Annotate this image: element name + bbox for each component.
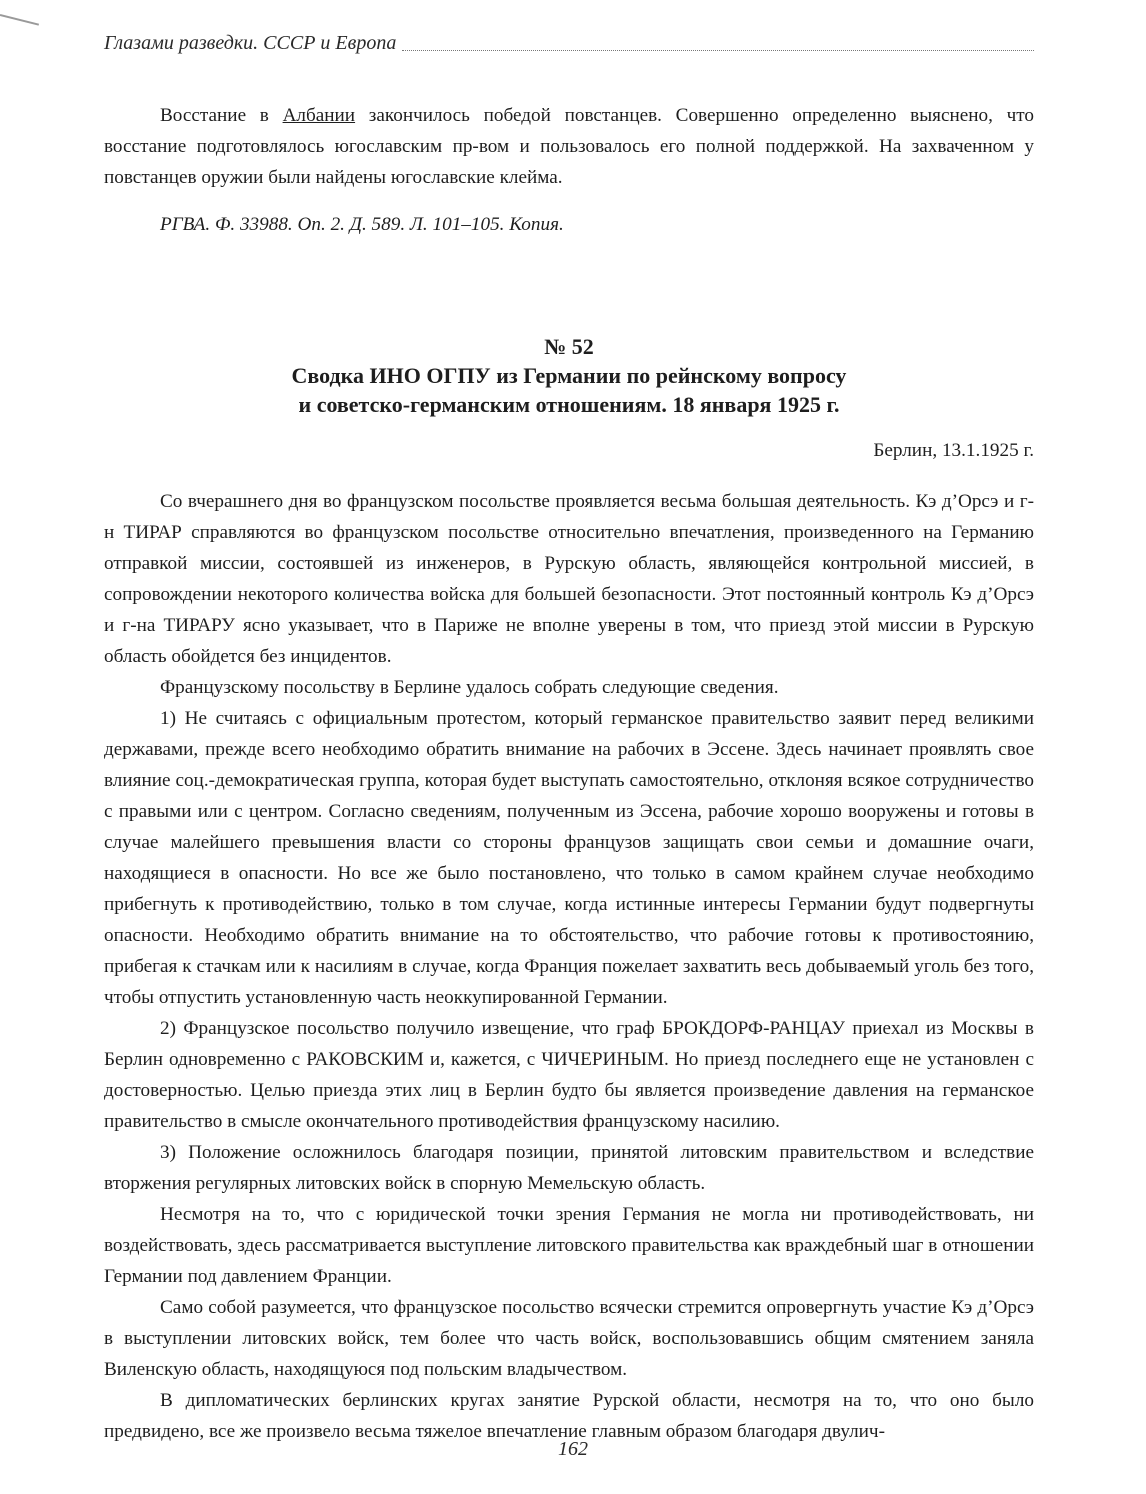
page-content [104,100,1034,1447]
page-number: 162 [558,1438,588,1460]
body-paragraph: 2) Французское посольство получило извещение, что граф БРОКДОРФ-РАНЦАУ приехал из Москвы в Берлин одновременно с РАКОВСКИМ и, кажется, с ЧИЧЕРИНЫМ. Но приезд последнего еще не установлен с достоверностью. Целью приезда этих лиц в Берлин будто бы является произведение давления на германское правительство в смысле окончательного противодействия французскому насилию. [104,1018,1034,1132]
document-title-line-1: Сводка ИНО ОГПУ из Германии по рейнскому вопросу [291,363,847,388]
body-paragraph: Само собой разумеется, что французское посольство всячески стремится опровергнуть участие Кэ д’Орсэ в выступлении литовских войск, тем более что часть войск, воспользовавшись общим смятением заняла Виленскую область, находящуюся под польским владычеством. [104,1297,1034,1380]
running-title: Глазами разведки. СССР и Европа [104,32,397,54]
scan-artifact-mark [0,14,39,26]
body-paragraph: Французскому посольству в Берлине удалось собрать следующие сведения. [160,677,779,698]
body-paragraph: 3) Положение осложнилось благодаря позиции, принятой литовским правительством и вследствие вторжения регулярных литовских войск в спорную Мемельскую область. [104,1142,1034,1194]
document-number: № 52 [544,334,594,359]
intro-text-after: закончилось победой повстанцев. Совершенно определенно выяснено, что восстание подготовлялось югославским пр-вом и пользовалось его полной поддержкой. На захваченном у повстанцев оружии были найдены югославские клейма. [104,105,1034,188]
archive-source-citation: РГВА. Ф. 33988. Оп. 2. Д. 589. Л. 101–105. Копия. [160,214,564,235]
intro-text-before: Восстание в [160,105,283,126]
document-title-line-2: и советско-германским отношениям. 18 января 1925 г. [298,392,840,417]
document-heading [104,332,1034,419]
body-paragraph: 1) Не считаясь с официальным протестом, который германское правительство заявит перед великими державами, прежде всего необходимо обратить внимание на рабочих в Эссене. Здесь начинает проявлять свое влияние соц.-демократическая группа, которая будет выступать самостоятельно, отклоняя всякое сотрудничество с правыми или с центром. Согласно сведениям, полученным из Эссена, рабочие хорошо вооружены и готовы в случае малейшего превышения власти со стороны французов защищать свои семьи и домашние очаги, находящиеся в опасности. Но все же было постановлено, что только в самом крайнем случае необходимо прибегнуть к противодействию, только в том случае, когда истинные интересы Германии будут подвергнуты опасности. Необходимо обратить внимание на то обстоятельство, что рабочие готовы к противостоянию, прибегая к стачкам или к насилиям в случае, когда Франция пожелает захватить весь добываемый уголь без того, чтобы отпустить установленную часть неоккупированной Германии. [104,708,1034,1008]
body-paragraph: В дипломатических берлинских кругах занятие Рурской области, несмотря на то, что оно было предвидено, все же произвело весьма тяжелое впечатление главным образом благодаря двулич- [104,1390,1034,1442]
intro-paragraph [104,100,1034,193]
body-paragraph: Несмотря на то, что с юридической точки зрения Германия не могла ни противодействовать, ни воздействовать, здесь рассматривается выступление литовского правительства как враждебный шаг в отношении Германии под давлением Франции. [104,1204,1034,1287]
albania-underlined-word: Албании [282,105,356,126]
document-dateline: Берлин, 13.1.1925 г. [873,440,1034,461]
running-header [104,32,1034,55]
header-dotted-rule [402,50,1034,51]
body-paragraph: Со вчерашнего дня во французском посольстве проявляется весьма большая деятельность. Кэ д’Орсэ и г-н ТИРАР справляются во французском посольстве относительно впечатления, произведенного на Германию отправкой миссии, состоявшей из инженеров, в Рурскую область, являющейся контрольной миссией, в сопровождении некоторого количества войска для большей безопасности. Этот постоянный контроль Кэ д’Орсэ и г-на ТИРАРУ ясно указывает, что в Париже не вполне уверены в том, что приезд этой миссии в Рурскую область обойдется без инцидентов. [104,491,1034,667]
